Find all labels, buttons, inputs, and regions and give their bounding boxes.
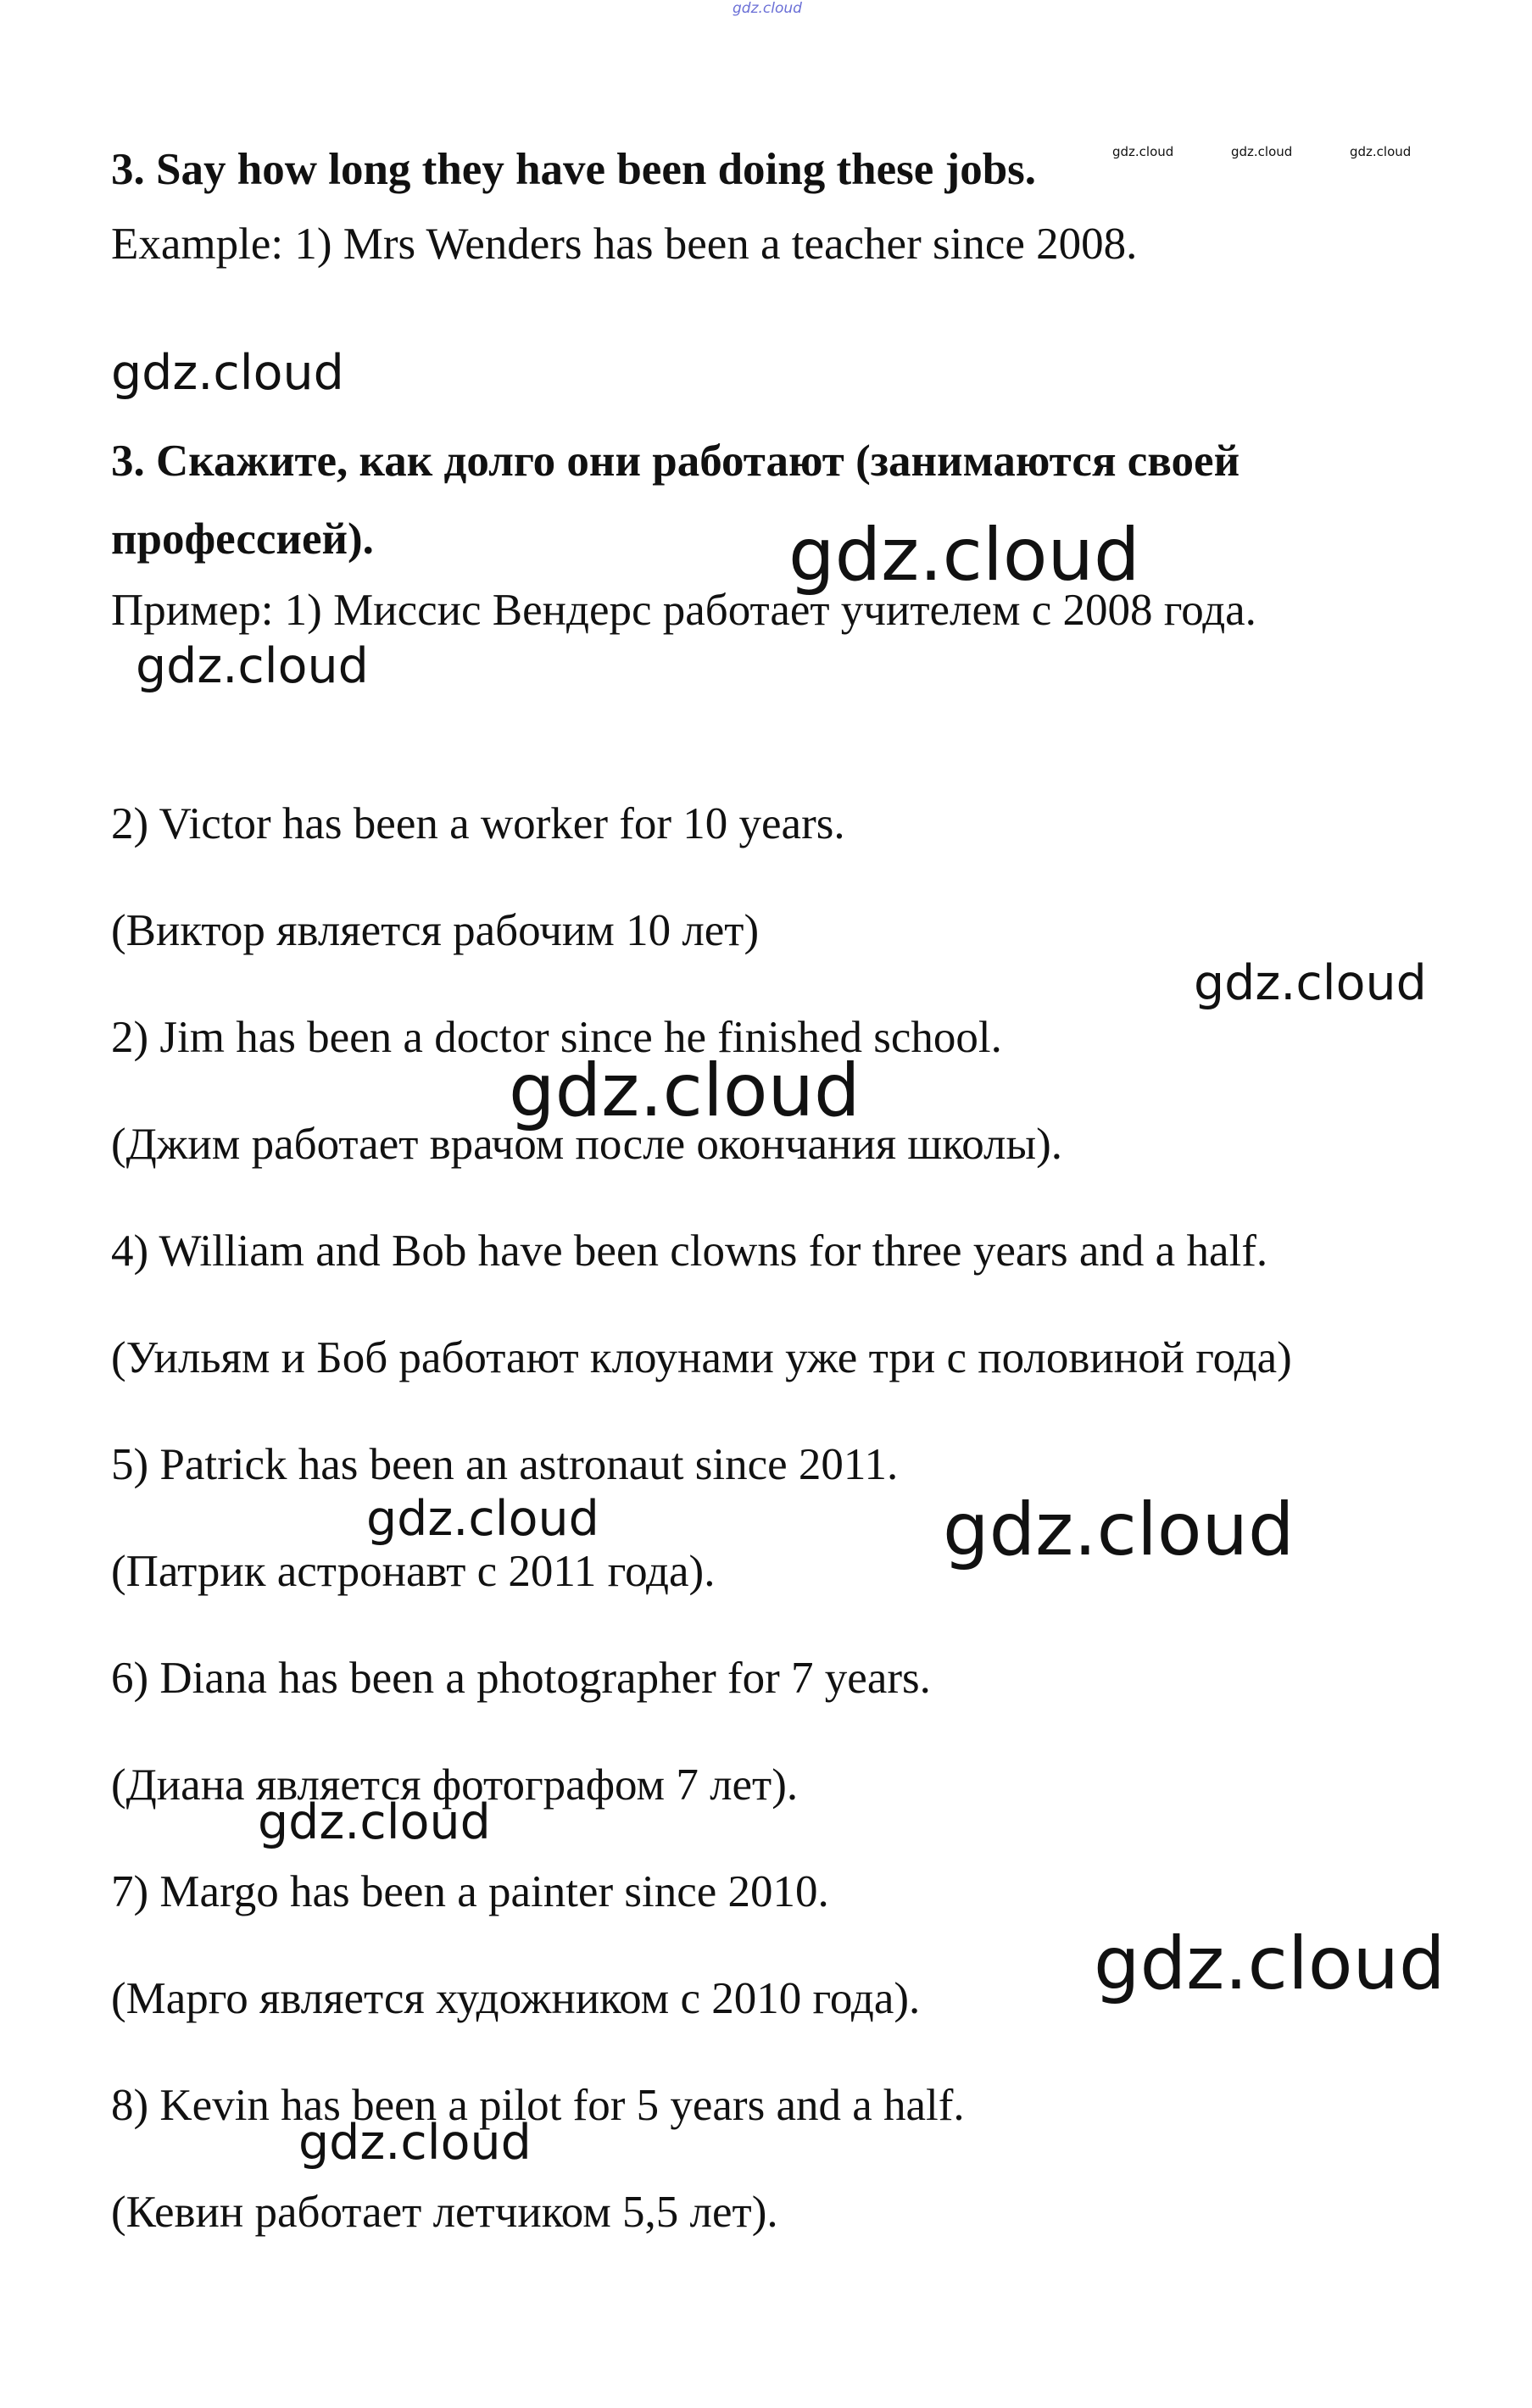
watermark-top: gdz.cloud [733, 0, 802, 17]
watermark: gdz.cloud [136, 638, 369, 694]
answer-en: 2) Victor has been a worker for 10 years. [111, 799, 845, 848]
watermark: gdz.cloud [111, 345, 344, 401]
answer-ru: (Кевин работает летчиком 5,5 лет). [111, 2188, 778, 2237]
answer-ru: (Патрик астронавт с 2011 года). [111, 1547, 716, 1596]
watermark: gdz.cloud [1194, 955, 1427, 1011]
answer-en: 6) Diana has been a photographer for 7 years. [111, 1654, 931, 1703]
answer-en: 7) Margo has been a painter since 2010. [111, 1867, 829, 1916]
answer-en: 8) Kevin has been a pilot for 5 years and a half. [111, 2081, 965, 2130]
watermark: gdz.cloud [943, 1488, 1295, 1572]
answer-ru: (Марго является художником с 2010 года). [111, 1974, 921, 2023]
answer-en: 4) William and Bob have been clowns for three years and a half. [111, 1226, 1268, 1276]
task-example-ru: Пример: 1) Миссис Вендерс работает учителем с 2008 года. [111, 586, 1256, 635]
watermark: gdz.cloud [1350, 144, 1412, 159]
answer-en: 5) Patrick has been an astronaut since 2011. [111, 1440, 899, 1489]
watermark: gdz.cloud [298, 2115, 532, 2171]
watermark: gdz.cloud [788, 513, 1140, 598]
answer-ru: (Виктор является рабочим 10 лет) [111, 906, 760, 955]
watermark: gdz.cloud [509, 1048, 861, 1133]
answer-en: 2) Jim has been a doctor since he finished school. [111, 1013, 1002, 1062]
answer-ru: (Диана является фотографом 7 лет). [111, 1760, 799, 1810]
watermark: gdz.cloud [258, 1794, 491, 1850]
task-example-en: Example: 1) Mrs Wenders has been a teacher since 2008. [111, 220, 1138, 269]
task-heading-en: 3. Say how long they have been doing these jobs. [111, 145, 1037, 194]
watermark: gdz.cloud [1094, 1921, 1446, 2006]
task-heading-ru-line2: профессией). [111, 514, 374, 564]
answer-ru: (Джим работает врачом после окончания школы). [111, 1120, 1063, 1169]
answer-ru: (Уильям и Боб работают клоунами уже три с половиной года) [111, 1333, 1292, 1382]
task-heading-ru-line1: 3. Скажите, как долго они работают (занимаются своей [111, 437, 1240, 486]
watermark: gdz.cloud [366, 1491, 599, 1547]
watermark: gdz.cloud [1231, 144, 1293, 159]
watermark: gdz.cloud [1112, 144, 1174, 159]
